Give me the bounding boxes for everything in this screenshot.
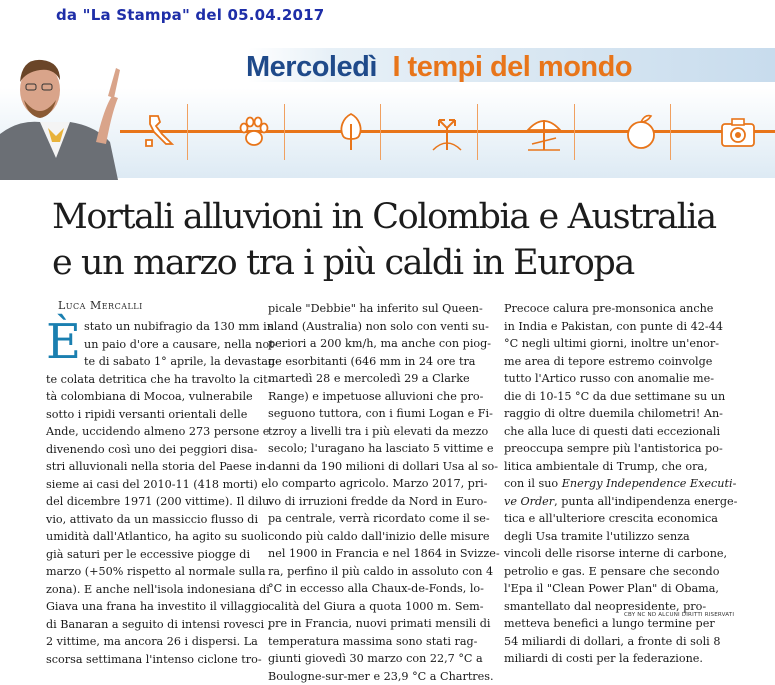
article-column-1 — [46, 318, 256, 668]
text-line: tzroy a livelli tra i più elevati da mezzo — [268, 423, 492, 441]
text-line: pre in Francia, nuovi primati mensili di — [268, 615, 492, 633]
text-line: danni da 190 milioni di dollari Usa al so- — [268, 458, 492, 476]
text-line: die di 10-15 °C da due settimane su un — [504, 388, 726, 406]
text-line: divenendo così uno dei peggiori disa- — [46, 441, 256, 459]
text-line: periori a 200 km/h, ma anche con piog- — [268, 335, 492, 353]
text-line: Giava una frana ha investito il villaggio — [46, 598, 256, 616]
headline-line-2: e un marzo tra i più caldi in Europa — [52, 240, 752, 286]
text-line: ra, perfino il più caldo in assoluto con 4 — [268, 563, 492, 581]
text-line: metteva benefici a lungo termine per — [504, 615, 726, 633]
text-line: ve Order, punta all'indipendenza energe- — [504, 493, 726, 511]
text-line: sieme ai casi del 2010-11 (418 morti) e — [46, 476, 256, 494]
text-line: litica ambientale di Trump, che ora, — [504, 458, 726, 476]
text-line: 2 vittime, ma ancora 26 i dispersi. La — [46, 633, 256, 651]
text-line: te colata detritica che ha travolto la cit- — [46, 371, 256, 389]
text-line: lo comparto agricolo. Marzo 2017, pri- — [268, 475, 492, 493]
article-column-2 — [268, 300, 492, 685]
italy-map-icon — [128, 104, 188, 160]
author-byline: Luca Mercalli — [58, 299, 143, 312]
text-line: picale "Debbie" ha inferito sul Queen- — [268, 300, 492, 318]
text-line: te di sabato 1° aprile, la devastan- — [46, 353, 256, 371]
text-line: tutto l'Artico russo con anomalie me- — [504, 370, 726, 388]
text-line: tà colombiana di Mocoa, vulnerabile — [46, 388, 256, 406]
text-line: stato un nubifragio da 130 mm in — [46, 318, 256, 336]
text-line: Range) e impetuose alluvioni che pro- — [268, 388, 492, 406]
text-line: Ande, uccidendo almeno 273 persone e — [46, 423, 256, 441]
text-line: °C in eccesso alla Chaux-de-Fonds, lo- — [268, 580, 492, 598]
text-line: Precoce calura pre-monsonica anche — [504, 300, 726, 318]
text-line: nel 1900 in Francia e nel 1864 in Svizze- — [268, 545, 492, 563]
text-line: sotto i ripidi versanti orientali delle — [46, 406, 256, 424]
text-line: calità del Giura a quota 1000 m. Sem- — [268, 598, 492, 616]
paw-icon — [225, 104, 285, 160]
order-title-italic: ve Order — [504, 495, 554, 508]
headline-line-1: Mortali alluvioni in Colombia e Australia — [52, 194, 752, 240]
text-line: un paio d'ore a causare, nella not- — [46, 336, 256, 354]
text-line: Boulogne-sur-mer e 23,9 °C a Chartres. — [268, 668, 492, 685]
rubric-title — [246, 52, 632, 82]
text-line: condo più caldo dall'inizio delle misure — [268, 528, 492, 546]
text-line: petrolio e gas. E pensare che secondo — [504, 563, 726, 581]
text-line: già saturi per le eccessive piogge di — [46, 546, 256, 564]
text-line: vincoli delle risorse interne di carbone, — [504, 545, 726, 563]
text-line: scorsa settimana l'intenso ciclone tro- — [46, 651, 256, 669]
rubric-topic: I tempi del mondo — [392, 51, 632, 83]
text-line: del dicembre 1971 (200 vittime). Il dilu- — [46, 493, 256, 511]
text-line: stri alluvionali nella storia del Paese in- — [46, 458, 256, 476]
text-line: me area di tepore estremo coinvolge — [504, 353, 726, 371]
text-line: seguono tuttora, con i fiumi Logan e Fi- — [268, 405, 492, 423]
text-line: °C negli ultimi giorni, inoltre un'enor- — [504, 335, 726, 353]
tree-icon — [321, 104, 381, 160]
orange-fruit-icon — [611, 104, 671, 160]
text-line: tica e all'ulteriore crescita economica — [504, 510, 726, 528]
text-line: temperatura massima sono stati rag- — [268, 633, 492, 651]
text-line: giunti giovedì 30 marzo con 22,7 °C a — [268, 650, 492, 668]
text-line: pa centrale, verrà ricordato come il se- — [268, 510, 492, 528]
text-line: umidità dall'Atlantico, ha agito su suoli — [46, 528, 256, 546]
text-line: miliardi di costi per la federazione. — [504, 650, 726, 668]
text-line: sland (Australia) non solo con venti su- — [268, 318, 492, 336]
text-line: raggio di oltre duemila chilometri! An- — [504, 405, 726, 423]
text-line: zona). E anche nell'isola indonesiana di — [46, 581, 256, 599]
text-line: smantellato dal neopresidente, pro- — [504, 598, 726, 616]
rubric-day: Mercoledì — [246, 51, 377, 83]
beach-umbrella-icon — [515, 104, 575, 160]
dropcap: È — [46, 320, 81, 364]
text-line: secolo; l'uragano ha lasciato 5 vittime e — [268, 440, 492, 458]
order-title-italic: Energy Independence Executi- — [562, 477, 737, 490]
text-line: 54 miliardi di dollari, a fronte di soli 8 — [504, 633, 726, 651]
text-line: degli Usa tramite l'utilizzo senza — [504, 528, 726, 546]
text-line: martedì 28 e mercoledì 29 a Clarke — [268, 370, 492, 388]
text-line: in India e Pakistan, con punte di 42-44 — [504, 318, 726, 336]
text-line: vo di irruzioni fredde da Nord in Euro- — [268, 493, 492, 511]
text-line: l'Epa il "Clean Power Plan" di Obama, — [504, 580, 726, 598]
text-line: ge esorbitanti (646 mm in 24 ore tra — [268, 353, 492, 371]
headline — [52, 194, 752, 286]
copyright-notice: CBY NC ND ALCUNI DIRITTI RISERVATI — [624, 612, 734, 618]
text-line: preoccupa sempre più l'antistorica po- — [504, 440, 726, 458]
text-line: di Banaran a seguito di intensi rovesci , — [46, 616, 256, 634]
text-line: che alla luce di questi dati eccezionali — [504, 423, 726, 441]
rubric-icons — [128, 102, 768, 162]
author-portrait — [0, 38, 128, 180]
camera-icon — [708, 104, 768, 160]
road-sign-icon — [418, 104, 478, 160]
text-line: con il suo Energy Independence Executi- — [504, 475, 726, 493]
text-line: marzo (+50% rispetto al normale sulla — [46, 563, 256, 581]
text-line: vio, attivato da un massiccio flusso di — [46, 511, 256, 529]
rubric-separator — [377, 51, 393, 83]
source-line: da "La Stampa" del 05.04.2017 — [56, 6, 324, 24]
